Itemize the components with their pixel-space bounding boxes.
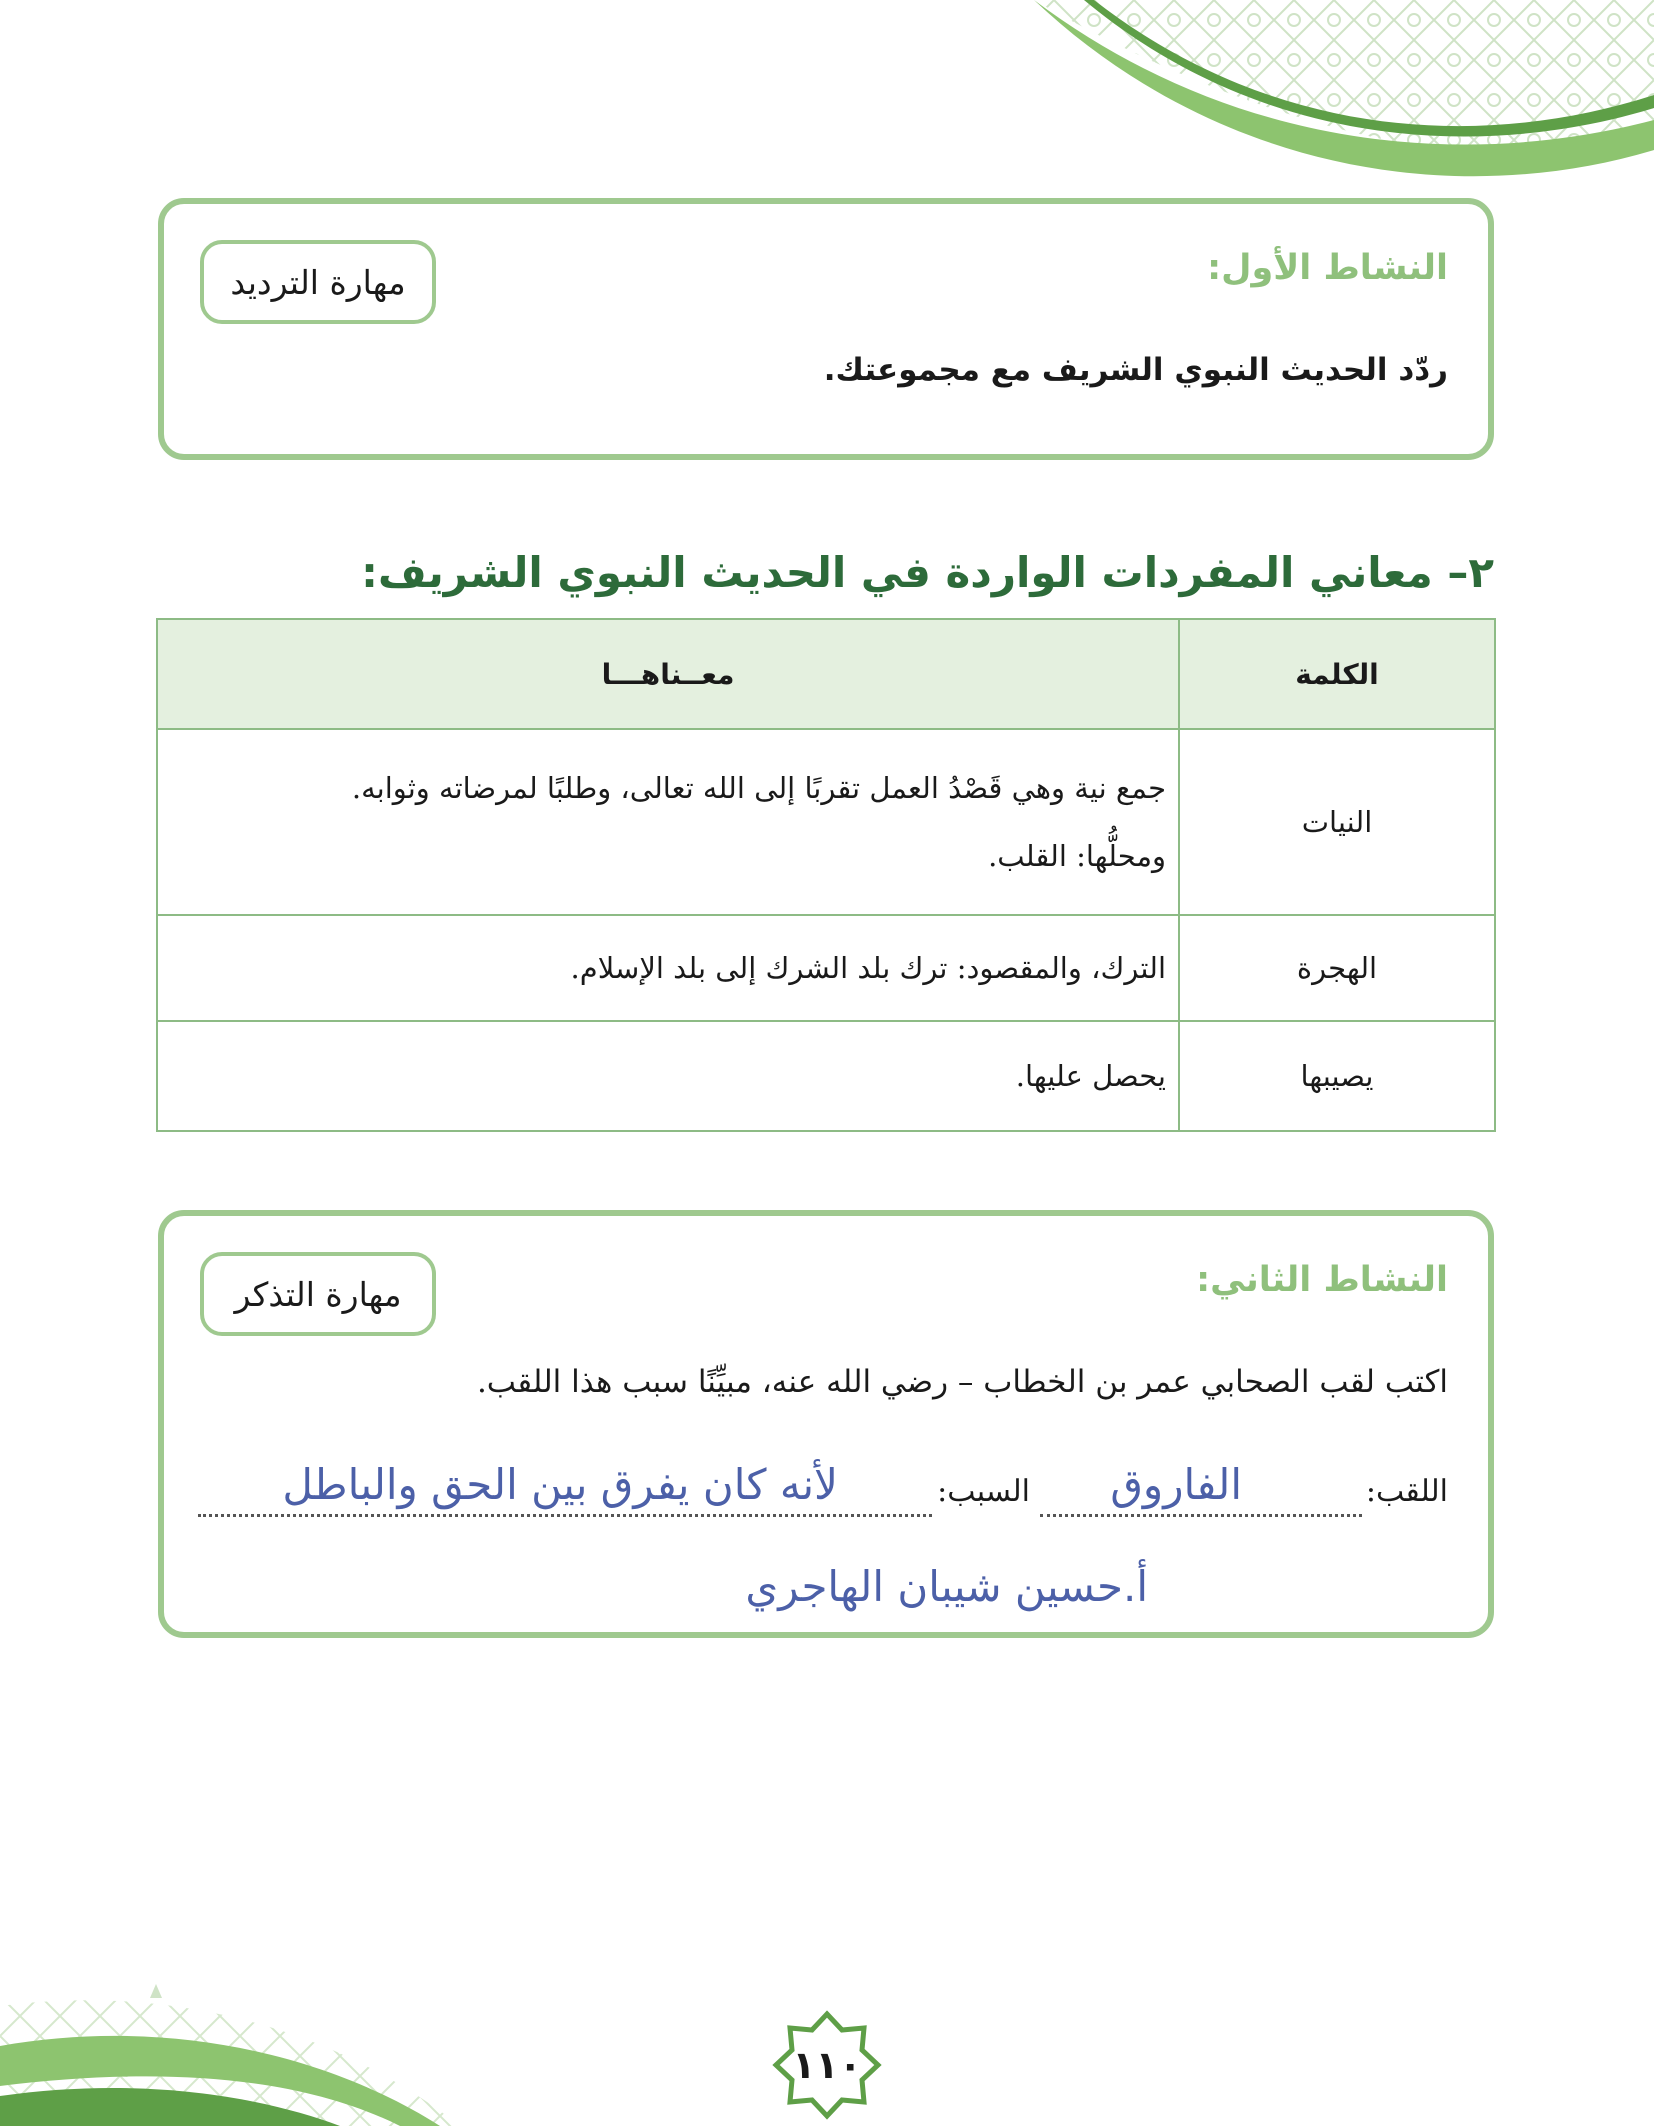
skill-badge-repetition: مهارة الترديد [200, 240, 436, 324]
activity-one-instruction: ردّد الحديث النبوي الشريف مع مجموعتك. [823, 352, 1448, 388]
activity-two-instruction: اكتب لقب الصحابي عمر بن الخطاب – رضي الله عنه، مبيِّنًا سبب هذا اللقب. [476, 1364, 1448, 1400]
word-cell: النيات [1179, 729, 1495, 915]
word-cell: يصيبها [1179, 1021, 1495, 1131]
meaning-cell: الترك، والمقصود: ترك بلد الشرك إلى بلد الإسلام. [157, 915, 1179, 1021]
reason-answer[interactable]: لأنه كان يفرق بين الحق والباطل [282, 1460, 838, 1509]
title-answer-line [1040, 1514, 1362, 1517]
reason-answer-line [198, 1514, 932, 1517]
title-answer[interactable]: الفاروق [1110, 1460, 1242, 1509]
header-meaning: معــناهـــا [157, 619, 1179, 729]
meaning-cell: يحصل عليها. [157, 1021, 1179, 1131]
bottom-decoration [0, 1976, 460, 2126]
page-number: ١١٠ [792, 2043, 862, 2087]
activity-two-title: النشاط الثاني: [1196, 1260, 1448, 1300]
table-header-row [157, 619, 1495, 729]
vocabulary-table [156, 618, 1496, 1132]
word-cell: الهجرة [1179, 915, 1495, 1021]
teacher-signature: أ.حسين شيبان الهاجري [745, 1562, 1148, 1611]
table-row [157, 1021, 1495, 1131]
reason-label: السبب: [937, 1474, 1030, 1509]
title-label: اللقب: [1365, 1474, 1448, 1509]
answer-row [198, 1460, 1448, 1534]
skill-badge-recall: مهارة التذكر [200, 1252, 436, 1336]
activity-one-title: النشاط الأول: [1207, 248, 1448, 288]
activity-two-box [158, 1210, 1494, 1638]
vocabulary-section-heading: ٢– معاني المفردات الواردة في الحديث النبوي الشريف: [361, 548, 1494, 597]
table-row [157, 729, 1495, 915]
table-row [157, 915, 1495, 1021]
activity-one-box [158, 198, 1494, 460]
meaning-cell [157, 729, 1179, 915]
meaning-line: جمع نية وهي قَصْدُ العمل تقربًا إلى الله تعالى، وطلبًا لمرضاته وثوابه. [351, 771, 1166, 805]
header-word: الكلمة [1179, 619, 1495, 729]
meaning-line: ومحلُّها: القلب. [988, 839, 1166, 873]
top-decoration [1034, 0, 1654, 200]
page-number-badge [772, 2010, 882, 2120]
